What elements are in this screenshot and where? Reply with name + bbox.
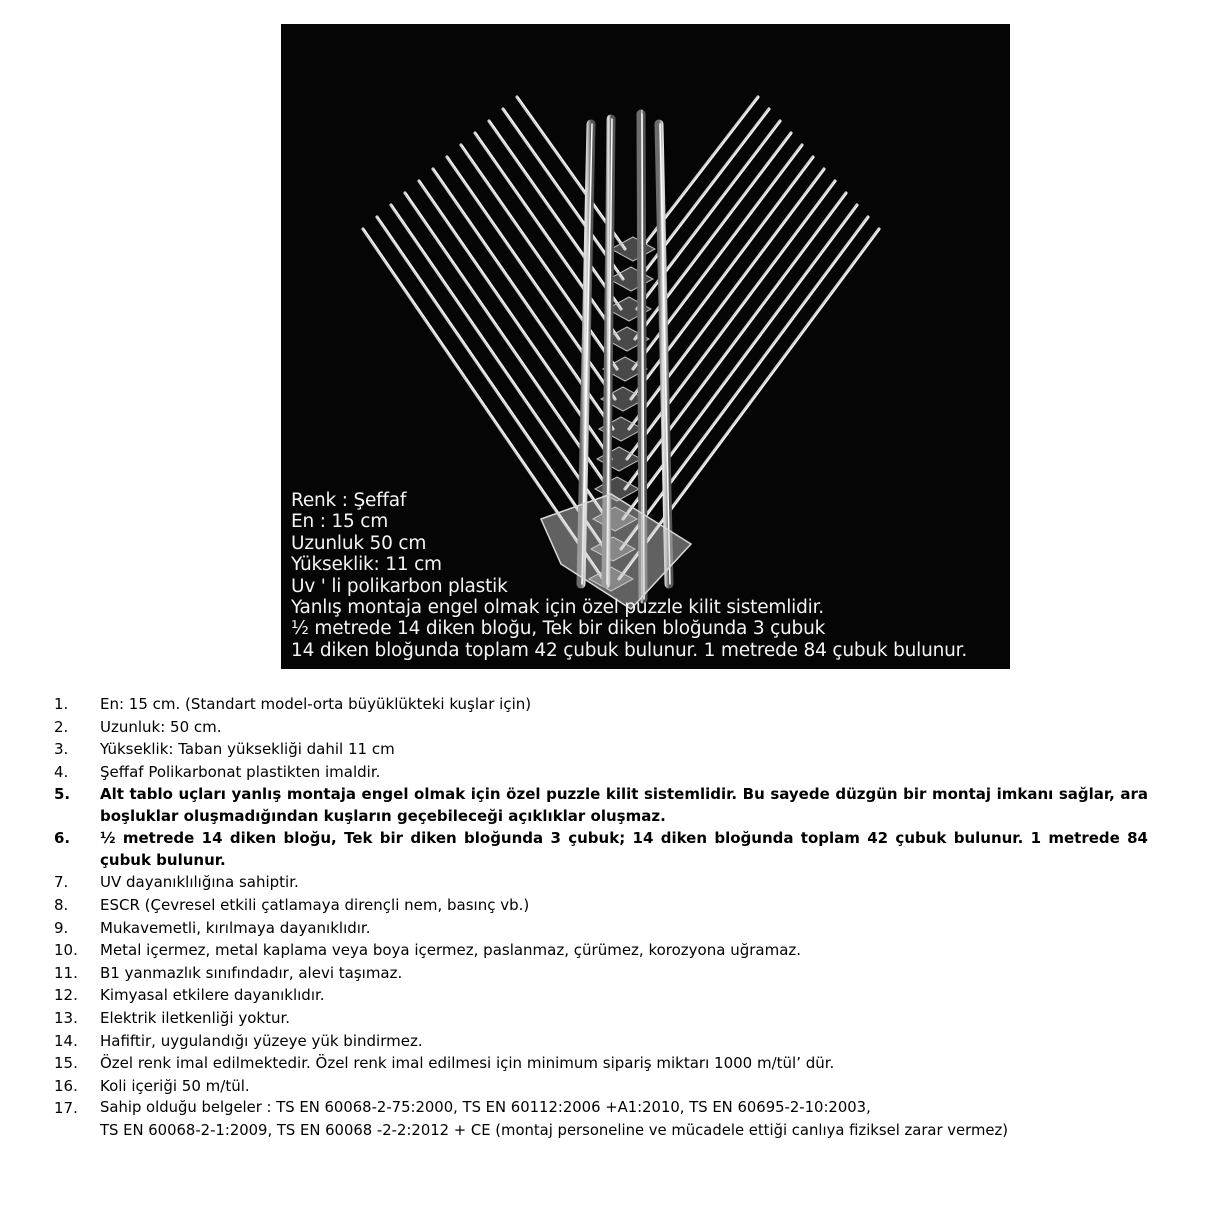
caption-line: Uzunluk 50 cm [291, 532, 427, 554]
list-item [54, 783, 1148, 827]
item-number: 7. [54, 873, 69, 892]
item-text: Kimyasal etkilere dayanıklıdır. [100, 986, 325, 1005]
item-number: 17. [54, 1099, 78, 1118]
spike-rod [392, 205, 608, 519]
item-number: 15. [54, 1054, 78, 1073]
item-text: Alt tablo uçları yanlış montaja engel olmak için özel puzzle kilit sistemlidir. Bu sayede düzgün bir montaj imkanı sağlar, ara boşluklar oluşmadığından kuşların geçebileceği açıklıklar oluşmaz. [100, 785, 1148, 826]
product-photo [281, 24, 1010, 669]
spike-rod [405, 193, 609, 489]
item-number: 8. [54, 895, 69, 914]
item-number: 1. [54, 695, 69, 713]
list-item [54, 962, 1148, 985]
item-text: En: 15 cm. (Standart model-orta büyüklükteki kuşlar için) [100, 695, 532, 713]
item-text: Mukavemetli, kırılmaya dayanıklıdır. [100, 918, 371, 937]
caption-line: Uv ' li polikarbon plastik [291, 575, 508, 597]
list-item [54, 1052, 1148, 1075]
caption-line: Yükseklik: 11 cm [291, 554, 442, 576]
spike-rod [503, 109, 623, 279]
item-number: 9. [54, 918, 69, 937]
item-number: 13. [54, 1008, 78, 1027]
item-number: 12. [54, 986, 78, 1005]
list-item [54, 827, 1148, 871]
list-item [54, 738, 1148, 761]
item-number: 14. [54, 1031, 78, 1050]
item-number: 5. [54, 785, 71, 804]
spike-rod [391, 205, 607, 519]
spike-rod [475, 133, 619, 339]
caption-line: En : 15 cm [291, 511, 389, 533]
list-item [54, 761, 1148, 784]
item-number: 10. [54, 941, 78, 960]
spike-rod [462, 145, 618, 369]
specification-list [54, 693, 1148, 1143]
item-text: ESCR (Çevresel etkili çatlamaya dirençli nem, basınç vb.) [100, 895, 530, 914]
item-text: Uzunluk: 50 cm. [100, 717, 222, 736]
item-text: B1 yanmazlık sınıfındadır, alevi taşımaz. [100, 963, 403, 982]
item-text: Özel renk imal edilmektedir. Özel renk imal edilmesi için minimum sipariş miktarı 1000 m/tül’ dür. [100, 1054, 835, 1073]
item-number: 11. [54, 963, 78, 982]
spike-rod [476, 133, 620, 339]
list-item [54, 1030, 1148, 1053]
list-item [54, 939, 1148, 962]
item-text: Hafiftir, uygulandığı yüzeye yük bindirmez. [100, 1031, 423, 1050]
list-item [54, 894, 1148, 917]
item-text: Sahip olduğu belgeler : TS EN 60068-2-75:2000, TS EN 60112:2006 +A1:2010, TS EN 60695-2-10:2003, [100, 1099, 871, 1117]
item-text: Metal içermez, metal kaplama veya boya içermez, paslanmaz, çürümez, korozyona uğramaz. [100, 941, 802, 960]
caption-line: Yanlış montaja engel olmak için özel puzzle kilit sistemlidir. [291, 597, 824, 619]
item-text: Yükseklik: Taban yüksekliği dahil 11 cm [100, 740, 395, 759]
list-item [54, 716, 1148, 739]
item-number: 16. [54, 1076, 78, 1095]
item-text: UV dayanıklılığına sahiptir. [100, 873, 299, 892]
list-item [54, 871, 1148, 894]
item-number: 4. [54, 762, 69, 781]
list-item [54, 1007, 1148, 1030]
caption-line: ½ metrede 14 diken bloğu, Tek bir diken bloğunda 3 çubuk [291, 618, 826, 640]
item-text: Koli içeriği 50 m/tül. [100, 1076, 250, 1095]
list-item [54, 917, 1148, 940]
item-number: 6. [54, 829, 71, 848]
list-item [54, 984, 1148, 1007]
caption-line: Renk : Şeffaf [291, 490, 407, 511]
item-number: 2. [54, 717, 69, 736]
item-text-continued: TS EN 60068-2-1:2009, TS EN 60068 -2-2:2012 + CE (montaj personeline ve mücadele ettiği canlıya fiziksel zarar vermez) [100, 1121, 1009, 1139]
item-text: Şeffaf Polikarbonat plastikten imaldir. [100, 762, 381, 781]
spike-rod [406, 193, 610, 489]
list-item [54, 1075, 1148, 1098]
item-number: 3. [54, 740, 69, 759]
caption-line: 14 diken bloğunda toplam 42 çubuk bulunur. 1 metrede 84 çubuk bulunur. [291, 639, 968, 661]
item-text: ½ metrede 14 diken bloğu, Tek bir diken bloğunda 3 çubuk; 14 diken bloğunda toplam 42 çubuk bulunur. 1 metrede 84 çubuk bulunur. [100, 829, 1148, 870]
list-item [54, 1097, 1148, 1142]
item-text-block [100, 1097, 1148, 1142]
photo-caption [291, 490, 967, 661]
item-text: Elektrik iletkenliği yoktur. [100, 1008, 291, 1027]
list-item [54, 693, 1148, 716]
